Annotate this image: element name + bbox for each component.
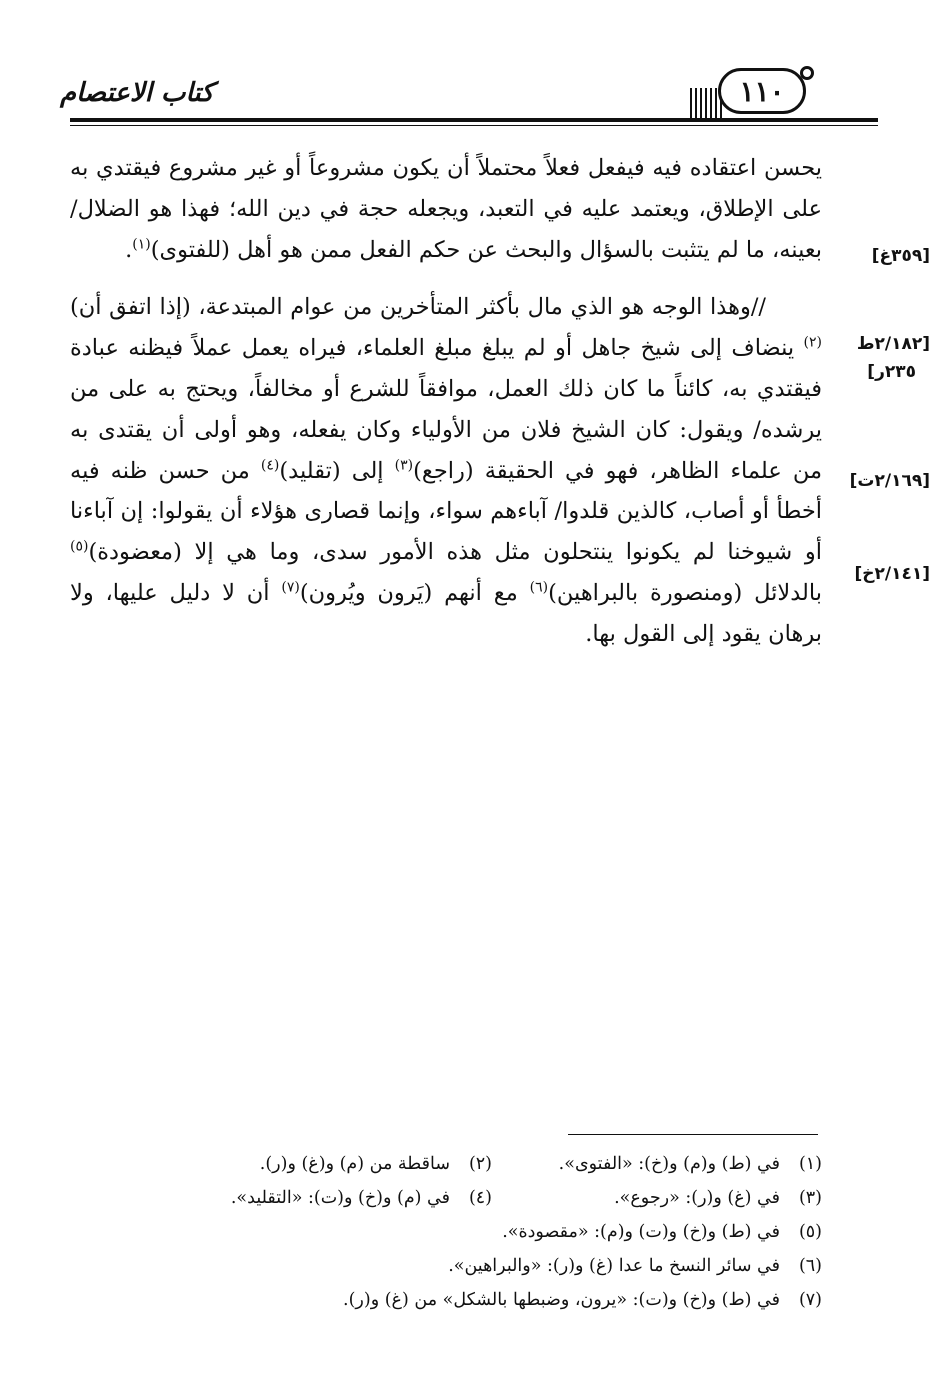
header-rule-thick bbox=[70, 118, 878, 122]
margin-reference-line: [٣٥٩غ] bbox=[871, 246, 930, 266]
paragraph-text: بالدلائل (ومنصورة بالبراهين) bbox=[548, 579, 822, 606]
page-number: ١١٠ bbox=[739, 74, 785, 108]
footnote-number: (٥) bbox=[798, 1222, 822, 1242]
paragraph-text: ينضاف إلى شيخ جاهل أو لم يبلغ مبلغ العلماء، فيراه يعمل عملاً فيظنه عبادة فيقتدي به، كائناً ما كان ذلك العمل، موافقاً للشرع أو مخالفاً، ويحتج به على من يرشده/ ويقول: كان الشيخ فلان من الأولياء وكان يفعله، وهو أولى أن يقتدى به من علماء الظاهر، فهو في الحقيقة (راجع) bbox=[70, 335, 823, 484]
footnote-text: في (م) و(خ) و(ت): «التقليد». bbox=[230, 1188, 450, 1208]
paragraph-text: أن لا دليل عليها، ولا برهان يقود إلى القول بها. bbox=[70, 579, 822, 647]
footnote bbox=[492, 1147, 822, 1181]
footnote-text: ساقطة من (م) و(غ) و(ر). bbox=[259, 1154, 450, 1174]
footnote-text: في (ط) و(خ) و(ت): «يرون، وضبطها بالشكل» من (غ) و(ر). bbox=[343, 1290, 780, 1310]
footnote-number: (٦) bbox=[798, 1256, 822, 1276]
footnote-marker: (٣) bbox=[394, 457, 414, 474]
footnote-marker: (١) bbox=[132, 236, 151, 253]
footnote bbox=[448, 1249, 822, 1283]
footnote-marker: (٢) bbox=[803, 334, 822, 351]
footnote-row bbox=[70, 1147, 822, 1181]
running-book-title: كتاب الاعتصام bbox=[60, 78, 214, 108]
margin-reference bbox=[850, 471, 930, 491]
footnote-marker: (٧) bbox=[281, 579, 300, 596]
paragraph-text: يحسن اعتقاده فيه فيفعل فعلاً محتملاً أن يكون مشروعاً أو غير مشروع فيقتدي به على الإطلاق، ويعتمد عليه في التعبد، ويجعله حجة في دين الله؛ فهذا هو الضلال/ بعينه، ما لم يتثبت بالسؤال والبحث عن حكم الفعل ممن هو أهل (للفتوى) bbox=[70, 155, 822, 263]
footnote bbox=[502, 1215, 822, 1249]
margin-reference-line: [٢/١٦٩ت] bbox=[849, 471, 930, 491]
paragraph bbox=[70, 287, 822, 654]
footnote bbox=[492, 1181, 822, 1215]
footnote bbox=[343, 1283, 822, 1317]
margin-reference bbox=[872, 246, 930, 266]
paragraph-text: . bbox=[125, 236, 133, 263]
footnotes bbox=[70, 1147, 822, 1317]
paragraph-text: إلى (تقليد) bbox=[279, 457, 395, 484]
footnote bbox=[162, 1181, 492, 1215]
paragraph-text: //وهذا الوجه هو الذي مال بأكثر المتأخرين من عوام المبتدعة، (إذا اتفق أن) bbox=[70, 294, 766, 321]
footnote-row bbox=[70, 1181, 822, 1215]
page-header bbox=[0, 0, 948, 135]
footnote-number: (٧) bbox=[798, 1290, 822, 1310]
footnote-number: (٢) bbox=[468, 1154, 492, 1174]
paragraph-text: مع أنهم (يَرون ويُرون) bbox=[299, 579, 530, 606]
margin-reference-line: ٢٣٥ر] bbox=[867, 362, 916, 382]
page-number-badge bbox=[718, 68, 806, 114]
footnote-marker: (٤) bbox=[260, 457, 280, 474]
footnote bbox=[162, 1147, 492, 1181]
paragraph-text: من حسن ظنه فيه أخطأ أو أصاب، كالذين قلدوا/ آباءهم سواء، وإنما قصارى هؤلاء أن يقولوا: إن آباءنا أو شيوخنا لم يكونوا ينتحلون مثل هذه الأمور سدى، وما هي إلا (معضودة) bbox=[70, 457, 822, 566]
footnote-text: في (ط) و(م) و(خ): «الفتوى». bbox=[558, 1154, 780, 1174]
footnote-number: (٣) bbox=[798, 1188, 822, 1208]
margin-reference-line: [٢/١٤١خ] bbox=[854, 564, 930, 584]
paragraph bbox=[70, 148, 822, 270]
footnote-marker: (٦) bbox=[529, 579, 549, 596]
footnote-text: في (غ) و(ر): «رجوع». bbox=[614, 1188, 780, 1208]
footnote-number: (٤) bbox=[468, 1188, 492, 1208]
footnote-row bbox=[70, 1215, 822, 1249]
footnote-separator bbox=[568, 1134, 818, 1135]
footnote-row bbox=[70, 1249, 822, 1283]
footnote-row bbox=[70, 1283, 822, 1317]
footnote-text: في (ط) و(خ) و(ت) و(م): «مقصودة». bbox=[502, 1222, 780, 1242]
margin-reference bbox=[854, 564, 930, 584]
footnote-marker: (٥) bbox=[70, 538, 89, 555]
margin-reference-line: [٢/١٨٢ط bbox=[856, 334, 930, 354]
footnote-number: (١) bbox=[798, 1154, 822, 1174]
margin-reference bbox=[857, 330, 930, 386]
footnote-text: في سائر النسخ ما عدا (غ) و(ر): «والبراهين». bbox=[448, 1256, 780, 1276]
header-rule-thin bbox=[70, 125, 878, 126]
main-text bbox=[70, 148, 822, 655]
header-ornament-ring bbox=[800, 66, 814, 80]
